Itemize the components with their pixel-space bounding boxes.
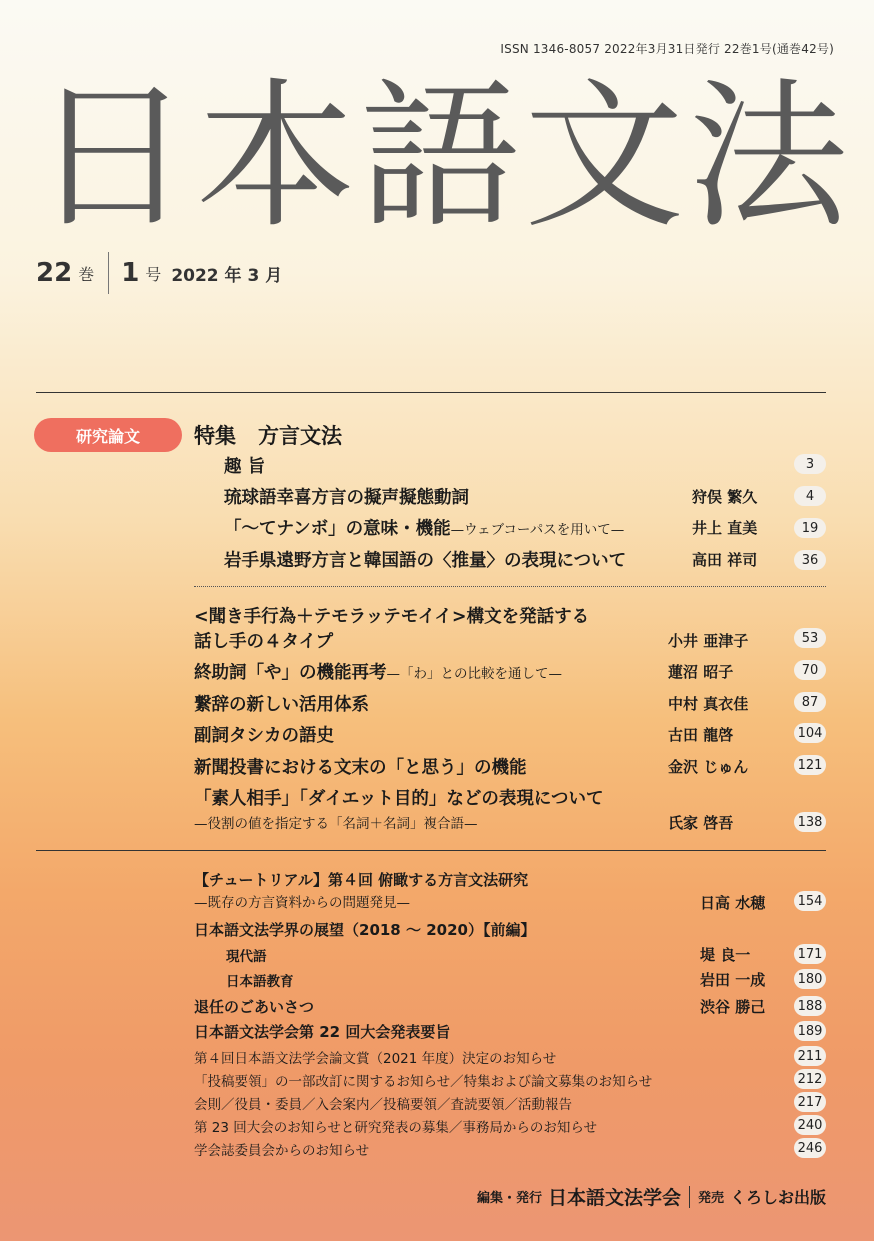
toc-title[interactable]: 日本語文法学会第 22 回大会発表要旨	[194, 1023, 451, 1041]
toc-author: 小井 亜津子	[668, 632, 749, 650]
title-svg	[30, 52, 850, 242]
toc-title[interactable]: 新聞投書における文末の「と思う」の機能	[194, 758, 527, 778]
page-number: 180	[794, 969, 826, 989]
toc-subtitle: —役割の値を指定する「名詞＋名詞」複合語—	[194, 816, 478, 832]
section-badge: 研究論文	[34, 418, 182, 452]
toc-title: 「〜てナンボ」の意味・機能	[224, 519, 451, 539]
volume-info	[36, 252, 282, 294]
publisher-label: 編集・発行	[476, 1191, 542, 1206]
page-number: 171	[794, 944, 826, 964]
page-number: 53	[794, 628, 826, 648]
publisher-name: 日本語文法学会	[547, 1187, 681, 1209]
page-number: 19	[794, 518, 826, 538]
title-char: 本	[195, 67, 357, 242]
toc-title[interactable]: 話し手の４タイプ	[194, 632, 334, 652]
toc-author: 古田 龍啓	[668, 726, 734, 744]
page-number: 70	[794, 660, 826, 680]
page-number: 212	[794, 1069, 826, 1089]
page-number: 121	[794, 755, 826, 775]
issue-date: 2022 年 3 月	[171, 265, 283, 286]
notice-item[interactable]: 第４回日本語文法学会論文賞（2021 年度）決定のお知らせ	[194, 1051, 557, 1067]
toc-title[interactable]: 琉球語幸喜方言の擬声擬態動詞	[224, 488, 469, 508]
page-number: 246	[794, 1138, 826, 1158]
toc-title[interactable]: 岩手県遠野方言と韓国語の〈推量〉の表現について	[224, 551, 627, 571]
toc-author: 狩俣 繁久	[692, 488, 758, 506]
notice-item[interactable]: 学会誌委員会からのお知らせ	[194, 1143, 370, 1159]
issue-number: 1	[121, 258, 140, 288]
journal-title	[30, 52, 850, 242]
page-number: 217	[794, 1092, 826, 1112]
notice-item[interactable]: 会則／役員・委員／入会案内／投稿要領／査読要領／活動報告	[194, 1097, 572, 1113]
page-number: 211	[794, 1046, 826, 1066]
page-number: 154	[794, 891, 826, 911]
toc-author: 高田 祥司	[692, 551, 758, 569]
toc-title[interactable]: 【チュートリアル】第４回 俯瞰する方言文法研究	[194, 871, 529, 889]
toc-title[interactable]: 「素人相手」「ダイエット目的」などの表現について	[194, 789, 604, 809]
distributor-name: くろしお出版	[729, 1188, 826, 1207]
volume-label: 巻	[78, 264, 95, 284]
toc-entry[interactable]	[224, 515, 624, 540]
page-number: 188	[794, 996, 826, 1016]
toc-title[interactable]: <聞き手行為＋テモラッテモイイ>構文を発話する	[194, 607, 590, 627]
toc-subtitle: —「わ」との比較を通して—	[386, 666, 562, 682]
toc-author: 日高 水穂	[700, 894, 766, 912]
dotted-divider	[194, 586, 826, 587]
toc-author: 氏家 啓吾	[668, 814, 734, 832]
toc-title[interactable]: 趣 旨	[224, 457, 266, 477]
volume-divider	[108, 252, 109, 294]
publisher-footer	[477, 1183, 826, 1210]
notice-item[interactable]: 「投稿要領」の一部改訂に関するお知らせ／特集および論文募集のお知らせ	[194, 1074, 653, 1090]
page-number: 240	[794, 1115, 826, 1135]
page-number: 3	[794, 454, 826, 474]
section-title-b: 方言文法	[258, 424, 342, 448]
distributor-label: 発売	[697, 1191, 724, 1206]
toc-title[interactable]: 日本語文法学界の展望（2018 〜 2020）【前編】	[194, 921, 536, 939]
issue-label: 号	[145, 264, 162, 284]
title-char: 文	[523, 67, 685, 242]
issn-line: ISSN 1346-8057 2022年3月31日発行 22巻1号(通巻42号)	[500, 42, 834, 56]
toc-author: 渋谷 勝己	[700, 998, 766, 1016]
page-number: 36	[794, 550, 826, 570]
notice-item[interactable]: 第 23 回大会のお知らせと研究発表の募集／事務局からのお知らせ	[194, 1120, 597, 1136]
toc-entry[interactable]	[194, 659, 562, 684]
toc-title: 終助詞「や」の機能再考	[194, 663, 387, 683]
toc-title[interactable]: 繋辞の新しい活用体系	[194, 695, 369, 715]
toc-author: 堤 良一	[700, 946, 751, 964]
page-number: 87	[794, 692, 826, 712]
section-title	[194, 420, 342, 450]
toc-author: 井上 直美	[692, 519, 758, 537]
title-char: 日	[31, 67, 193, 242]
toc-author: 中村 真衣佳	[668, 695, 749, 713]
toc-author: 金沢 じゅん	[668, 758, 749, 776]
toc-author: 岩田 一成	[700, 971, 766, 989]
divider	[36, 392, 826, 393]
title-char: 法	[687, 67, 849, 242]
toc-author: 蓮沼 昭子	[668, 663, 734, 681]
toc-subtitle: —既存の方言資料からの問題発見—	[194, 895, 410, 911]
page-number: 104	[794, 723, 826, 743]
toc-subtitle: —ウェブコーパスを用いて—	[450, 522, 625, 538]
toc-title[interactable]: 退任のごあいさつ	[194, 998, 315, 1016]
title-char: 語	[359, 67, 521, 242]
volume-number: 22	[36, 258, 73, 288]
page-number: 189	[794, 1021, 826, 1041]
toc-title[interactable]: 副詞タシカの語史	[194, 726, 334, 746]
footer-divider	[689, 1186, 690, 1208]
toc-item-label[interactable]: 日本語教育	[226, 974, 294, 990]
page-number: 4	[794, 486, 826, 506]
toc-item-label[interactable]: 現代語	[226, 949, 267, 965]
divider	[36, 850, 826, 851]
section-title-a: 特集	[194, 424, 236, 448]
page-number: 138	[794, 812, 826, 832]
